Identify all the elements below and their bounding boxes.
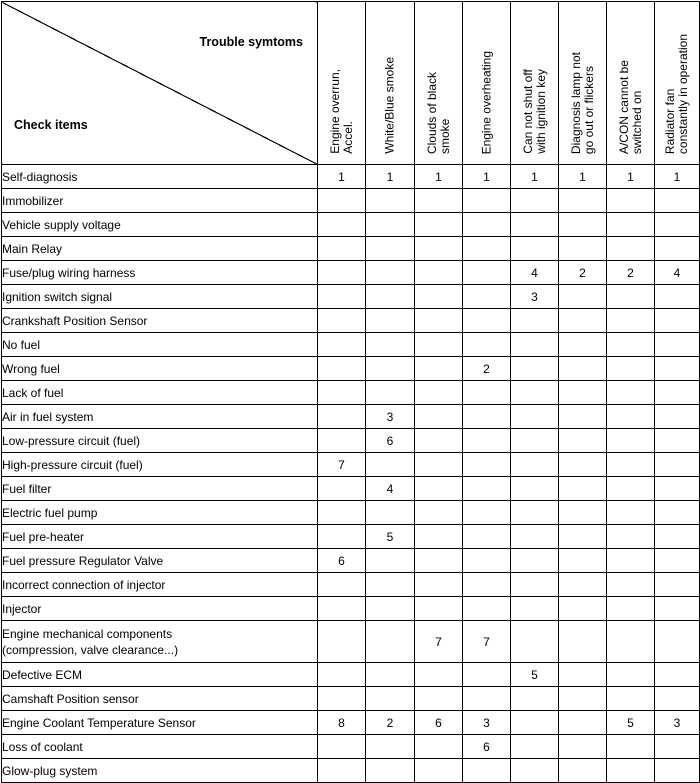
priority-cell — [607, 525, 655, 549]
table-row — [2, 549, 700, 573]
priority-cell — [607, 687, 655, 711]
priority-cell: 5 — [366, 525, 415, 549]
priority-cell — [559, 711, 607, 735]
priority-cell — [559, 381, 607, 405]
check-item-label: Lack of fuel — [2, 381, 318, 405]
check-item-label: Loss of coolant — [2, 735, 318, 759]
priority-cell — [655, 285, 700, 309]
check-item-label: Camshaft Position sensor — [2, 687, 318, 711]
priority-cell — [366, 549, 415, 573]
priority-cell — [607, 453, 655, 477]
priority-cell — [463, 501, 511, 525]
priority-cell — [318, 477, 366, 501]
priority-cell: 3 — [511, 285, 559, 309]
priority-cell — [607, 285, 655, 309]
priority-cell — [366, 213, 415, 237]
priority-cell — [511, 549, 559, 573]
priority-cell — [559, 237, 607, 261]
table-row — [2, 711, 700, 735]
priority-cell — [655, 735, 700, 759]
priority-cell — [607, 237, 655, 261]
priority-cell — [463, 189, 511, 213]
priority-cell — [415, 549, 463, 573]
priority-cell — [559, 309, 607, 333]
priority-cell — [559, 477, 607, 501]
priority-cell — [463, 573, 511, 597]
priority-cell — [318, 405, 366, 429]
priority-cell — [655, 573, 700, 597]
column-header — [511, 2, 559, 165]
priority-cell: 3 — [366, 405, 415, 429]
priority-cell — [607, 357, 655, 381]
priority-cell: 4 — [366, 477, 415, 501]
column-header — [655, 2, 700, 165]
priority-cell — [607, 381, 655, 405]
priority-cell — [463, 477, 511, 501]
table-row — [2, 573, 700, 597]
column-header — [318, 2, 366, 165]
priority-cell — [559, 453, 607, 477]
priority-cell — [318, 525, 366, 549]
table-row — [2, 663, 700, 687]
table-row — [2, 285, 700, 309]
check-item-label: Low-pressure circuit (fuel) — [2, 429, 318, 453]
priority-cell — [511, 735, 559, 759]
table-row — [2, 429, 700, 453]
priority-cell — [655, 357, 700, 381]
priority-cell — [318, 429, 366, 453]
priority-cell: 1 — [415, 165, 463, 189]
priority-cell — [559, 357, 607, 381]
check-item-label: Self-diagnosis — [2, 165, 318, 189]
priority-cell: 2 — [607, 261, 655, 285]
priority-cell — [415, 333, 463, 357]
priority-cell — [415, 357, 463, 381]
priority-cell — [318, 663, 366, 687]
check-item-label: Wrong fuel — [2, 357, 318, 381]
priority-cell — [607, 333, 655, 357]
priority-cell — [463, 549, 511, 573]
priority-cell — [463, 405, 511, 429]
priority-cell: 6 — [318, 549, 366, 573]
priority-cell — [318, 381, 366, 405]
check-item-label: Fuse/plug wiring harness — [2, 261, 318, 285]
priority-cell — [511, 453, 559, 477]
priority-cell — [366, 663, 415, 687]
check-item-label: Incorrect connection of injector — [2, 573, 318, 597]
priority-cell — [318, 573, 366, 597]
priority-cell — [559, 759, 607, 783]
priority-cell: 6 — [366, 429, 415, 453]
priority-cell — [655, 381, 700, 405]
priority-cell — [463, 663, 511, 687]
priority-cell: 1 — [366, 165, 415, 189]
priority-cell — [511, 213, 559, 237]
priority-cell — [415, 405, 463, 429]
priority-cell — [607, 597, 655, 621]
column-header-label: Radiator fan constantly in operation — [663, 33, 690, 154]
priority-cell — [559, 189, 607, 213]
priority-cell — [607, 501, 655, 525]
priority-cell — [511, 597, 559, 621]
priority-cell — [318, 261, 366, 285]
table-row — [2, 165, 700, 189]
priority-cell — [559, 597, 607, 621]
priority-cell — [511, 477, 559, 501]
priority-cell — [559, 663, 607, 687]
table-row — [2, 453, 700, 477]
priority-cell: 3 — [655, 711, 700, 735]
priority-cell — [655, 549, 700, 573]
priority-cell — [366, 735, 415, 759]
priority-cell — [655, 501, 700, 525]
column-header-label: Engine overheating — [479, 50, 493, 154]
priority-cell — [607, 189, 655, 213]
priority-cell — [463, 453, 511, 477]
priority-cell: 2 — [366, 711, 415, 735]
check-item-label: Fuel filter — [2, 477, 318, 501]
priority-cell: 3 — [463, 711, 511, 735]
corner-header — [2, 2, 318, 165]
priority-cell: 7 — [415, 621, 463, 663]
table-body — [2, 165, 700, 783]
priority-cell: 5 — [607, 711, 655, 735]
priority-cell — [511, 687, 559, 711]
check-item-label: No fuel — [2, 333, 318, 357]
priority-cell: 4 — [511, 261, 559, 285]
column-header-label: White/Blue smoke — [382, 57, 397, 154]
priority-cell — [559, 429, 607, 453]
table-row — [2, 381, 700, 405]
column-header — [607, 2, 655, 165]
priority-cell — [655, 333, 700, 357]
priority-cell: 1 — [607, 165, 655, 189]
priority-cell — [463, 687, 511, 711]
table-row — [2, 309, 700, 333]
priority-cell — [511, 357, 559, 381]
priority-cell — [559, 405, 607, 429]
table-row — [2, 735, 700, 759]
check-item-label: Fuel pre-heater — [2, 525, 318, 549]
priority-cell — [655, 477, 700, 501]
priority-cell — [511, 429, 559, 453]
priority-cell — [415, 213, 463, 237]
priority-cell — [366, 687, 415, 711]
trouble-symptoms-label: Trouble symtoms — [199, 35, 303, 49]
column-header — [366, 2, 415, 165]
priority-cell — [655, 597, 700, 621]
table-row — [2, 687, 700, 711]
priority-cell: 2 — [463, 357, 511, 381]
check-item-label: Vehicle supply voltage — [2, 213, 318, 237]
priority-cell — [559, 333, 607, 357]
priority-cell — [607, 309, 655, 333]
table-row — [2, 189, 700, 213]
priority-cell — [655, 429, 700, 453]
check-item-label: Crankshaft Position Sensor — [2, 309, 318, 333]
priority-cell — [607, 621, 655, 663]
priority-cell — [415, 477, 463, 501]
priority-cell — [366, 357, 415, 381]
priority-cell — [366, 597, 415, 621]
priority-cell — [655, 525, 700, 549]
priority-cell — [463, 261, 511, 285]
priority-cell — [415, 453, 463, 477]
priority-cell — [318, 501, 366, 525]
priority-cell — [415, 759, 463, 783]
table-row — [2, 597, 700, 621]
table-row — [2, 213, 700, 237]
priority-cell — [607, 405, 655, 429]
priority-cell — [463, 429, 511, 453]
priority-cell — [511, 573, 559, 597]
priority-cell: 7 — [318, 453, 366, 477]
check-item-label: Immobilizer — [2, 189, 318, 213]
priority-cell — [415, 309, 463, 333]
priority-cell — [318, 213, 366, 237]
priority-cell — [318, 735, 366, 759]
priority-cell — [415, 573, 463, 597]
priority-cell — [655, 189, 700, 213]
priority-cell — [318, 189, 366, 213]
priority-cell — [366, 621, 415, 663]
priority-cell — [415, 735, 463, 759]
check-item-label: Electric fuel pump — [2, 501, 318, 525]
priority-cell — [607, 213, 655, 237]
priority-cell — [463, 759, 511, 783]
priority-cell — [366, 189, 415, 213]
column-header — [463, 2, 511, 165]
priority-cell — [511, 621, 559, 663]
priority-cell — [415, 687, 463, 711]
table-row — [2, 261, 700, 285]
table-row — [2, 501, 700, 525]
priority-cell: 8 — [318, 711, 366, 735]
priority-cell — [366, 261, 415, 285]
priority-cell — [366, 573, 415, 597]
priority-cell — [318, 333, 366, 357]
column-header — [559, 2, 607, 165]
priority-cell — [655, 453, 700, 477]
column-header — [415, 2, 463, 165]
priority-cell — [655, 687, 700, 711]
priority-cell — [366, 381, 415, 405]
priority-cell — [655, 309, 700, 333]
priority-cell — [415, 429, 463, 453]
priority-cell — [366, 501, 415, 525]
priority-cell: 7 — [463, 621, 511, 663]
column-header-label: Engine overrun, Accel. — [327, 69, 355, 154]
priority-cell — [463, 597, 511, 621]
priority-cell — [415, 597, 463, 621]
priority-cell — [415, 189, 463, 213]
priority-cell — [415, 663, 463, 687]
priority-cell — [366, 759, 415, 783]
priority-cell: 1 — [511, 165, 559, 189]
priority-cell: 1 — [655, 165, 700, 189]
priority-cell — [511, 405, 559, 429]
table-row — [2, 759, 700, 783]
column-header-label: Can not shut off with ignition key — [520, 69, 548, 154]
priority-cell — [415, 285, 463, 309]
priority-cell — [318, 237, 366, 261]
column-header-label: Diagnosis lamp not go out or flickers — [568, 51, 596, 154]
column-header-label: A/CON cannot be switched on — [616, 59, 644, 154]
priority-cell — [559, 573, 607, 597]
priority-cell — [415, 525, 463, 549]
priority-cell — [559, 525, 607, 549]
priority-cell — [655, 405, 700, 429]
priority-cell: 2 — [559, 261, 607, 285]
priority-cell — [511, 759, 559, 783]
priority-cell — [511, 501, 559, 525]
priority-cell — [366, 309, 415, 333]
check-item-label: Engine Coolant Temperature Sensor — [2, 711, 318, 735]
priority-cell — [415, 501, 463, 525]
priority-cell — [463, 333, 511, 357]
priority-cell — [559, 549, 607, 573]
priority-cell — [607, 663, 655, 687]
table-row — [2, 477, 700, 501]
priority-cell — [655, 237, 700, 261]
priority-cell — [559, 501, 607, 525]
priority-cell: 6 — [415, 711, 463, 735]
priority-cell — [463, 381, 511, 405]
trouble-check-table — [1, 1, 700, 783]
priority-cell — [511, 333, 559, 357]
priority-cell — [463, 237, 511, 261]
check-item-label: Engine mechanical components (compression, valve clearance...) — [2, 621, 318, 663]
priority-cell — [318, 357, 366, 381]
priority-cell — [318, 687, 366, 711]
priority-cell — [559, 735, 607, 759]
priority-cell: 4 — [655, 261, 700, 285]
priority-cell — [607, 573, 655, 597]
table-row — [2, 237, 700, 261]
priority-cell — [607, 549, 655, 573]
priority-cell — [366, 333, 415, 357]
priority-cell — [318, 285, 366, 309]
check-item-label: Main Relay — [2, 237, 318, 261]
priority-cell — [511, 237, 559, 261]
priority-cell — [655, 663, 700, 687]
priority-cell — [655, 759, 700, 783]
priority-cell — [318, 597, 366, 621]
priority-cell — [559, 285, 607, 309]
priority-cell — [511, 309, 559, 333]
priority-cell — [463, 309, 511, 333]
priority-cell — [366, 285, 415, 309]
header-row — [2, 2, 700, 165]
priority-cell: 1 — [463, 165, 511, 189]
check-items-label: Check items — [14, 118, 88, 132]
column-header-label: Clouds of black smoke — [424, 71, 452, 154]
priority-cell — [463, 525, 511, 549]
priority-cell — [318, 621, 366, 663]
priority-cell — [607, 429, 655, 453]
priority-cell — [366, 453, 415, 477]
priority-cell — [655, 621, 700, 663]
priority-cell — [463, 285, 511, 309]
check-item-label: Injector — [2, 597, 318, 621]
check-item-label: Glow-plug system — [2, 759, 318, 783]
priority-cell — [415, 261, 463, 285]
priority-cell — [366, 237, 415, 261]
priority-cell — [511, 525, 559, 549]
priority-cell — [318, 309, 366, 333]
priority-cell: 1 — [318, 165, 366, 189]
priority-cell — [655, 213, 700, 237]
priority-cell — [415, 237, 463, 261]
priority-cell — [318, 759, 366, 783]
priority-cell — [607, 735, 655, 759]
check-item-label: Fuel pressure Regulator Valve — [2, 549, 318, 573]
table-row — [2, 357, 700, 381]
priority-cell — [511, 381, 559, 405]
priority-cell — [559, 621, 607, 663]
check-item-label: Ignition switch signal — [2, 285, 318, 309]
priority-cell: 6 — [463, 735, 511, 759]
priority-cell: 5 — [511, 663, 559, 687]
table-row — [2, 525, 700, 549]
check-item-label: Air in fuel system — [2, 405, 318, 429]
check-item-label: Defective ECM — [2, 663, 318, 687]
priority-cell — [463, 213, 511, 237]
priority-cell — [559, 213, 607, 237]
priority-cell — [607, 759, 655, 783]
table-row — [2, 333, 700, 357]
priority-cell: 1 — [559, 165, 607, 189]
priority-cell — [511, 711, 559, 735]
table-row — [2, 405, 700, 429]
check-item-label: High-pressure circuit (fuel) — [2, 453, 318, 477]
priority-cell — [415, 381, 463, 405]
priority-cell — [511, 189, 559, 213]
table-row — [2, 621, 700, 663]
priority-cell — [559, 687, 607, 711]
priority-cell — [607, 477, 655, 501]
